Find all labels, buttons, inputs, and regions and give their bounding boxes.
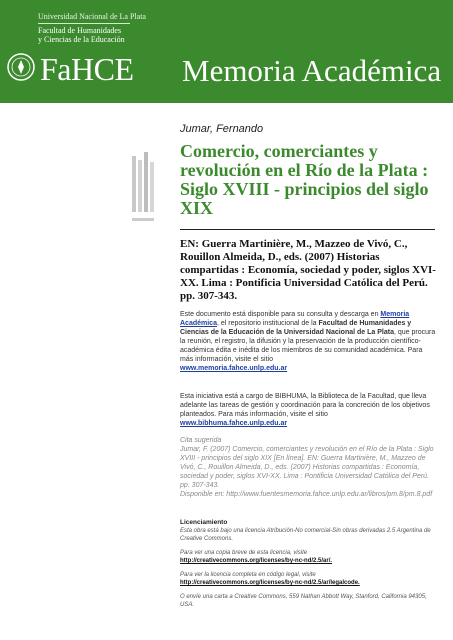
- university-name: Universidad Nacional de La Plata: [38, 12, 146, 21]
- citation-heading: Cita sugerida: [180, 437, 222, 444]
- citation-available: Disponible en: http://www.fuentesmemoria.fahce.unlp.edu.ar/libros/pm.8/pm.8.pdf: [180, 491, 433, 498]
- license-letter: O envíe una carta a Creative Commons, 559 Nathan Abbott Way, Stanford, California 94305, USA.: [180, 594, 427, 608]
- faculty-line-2: y Ciencias de la Educación: [38, 35, 125, 44]
- header-banner: [0, 0, 453, 103]
- fahce-logo-text: FaHCE: [40, 51, 134, 87]
- license-heading: Licenciamiento: [180, 519, 228, 526]
- faculty-bold-text: Facultad de Humanidades y Ciencias de la Educación de la Universidad Nacional de La Plata: [180, 320, 412, 336]
- license-copy: [180, 549, 437, 565]
- license-text: Esta obra está bajo una licencia Atribución-No comercial-Sin obras derivadas 2.5 Argentina de Creative Commons.: [180, 528, 431, 542]
- license-copy-link[interactable]: http://creativecommons.org/licenses/by-nc-nd/2.5/ar/.: [180, 558, 333, 564]
- title-divider: [180, 229, 435, 230]
- faculty-line-1: Facultad de Humanidades: [38, 26, 122, 35]
- info-text-1: Este documento está disponible para su consulta y descarga en: [180, 311, 381, 318]
- bibhuma-text: Esta iniciativa está a cargo de BIBHUMA, la Biblioteca de la Facultad, que lleva adelante las tareas de gestión y coordinación para la concreción de los objetivos planteados. Para más información, visite el sitio: [180, 393, 430, 418]
- license-full-text: Para ver la licencia completa en código legal, visite: [180, 572, 316, 578]
- memoria-url-link[interactable]: www.memoria.fahce.unlp.edu.ar: [180, 365, 288, 372]
- repository-info: [180, 310, 437, 373]
- license-full-link[interactable]: http://creativecommons.org/licenses/by-nc-nd/2.5/ar/legalcode.: [180, 580, 360, 586]
- bibhuma-url-link[interactable]: www.bibhuma.fahce.unlp.edu.ar: [180, 420, 288, 427]
- license-section: [180, 519, 437, 609]
- bibhuma-info: [180, 392, 437, 428]
- info-text-3: , que procura la reunión, el registro, la difusión y la preservación de la producción científico-académica édita e inédita de los miembros de su comunidad académica. Para más información, visite el sitio: [180, 329, 436, 363]
- bibhuma-logo-icon: [131, 152, 157, 232]
- citation-text: Jumar, F. (2007) Comercio, comerciantes y revolución en el Río de la Plata : Siglo XVIII - principios del siglo XIX [En línea]. EN: Guerra Martinière, M., Mazzeo de Vivó, C., Rouillon Almeida, D., eds. (2007) Historias compartidas : Economía, sociedad y poder, siglos XVI-XX. Lima : Pontificia Universidad Católica del Perú. pp. 307-343.: [180, 446, 434, 489]
- document-title: Comercio, comerciantes y revolución en el Río de la Plata : Siglo XVIII - principios del siglo XIX: [180, 141, 429, 218]
- info-text-2: , el repositorio institucional de la: [216, 320, 319, 327]
- license-full: [180, 571, 437, 587]
- edition-reference: EN: Guerra Martinière, M., Mazzeo de Vivó, C., Rouillon Almeida, D., eds. (2007) Historias compartidas : Economía, sociedad y poder, siglos XVI-XX. Lima : Pontificia Universidad Católica del Perú. pp. 307-343.: [180, 238, 436, 302]
- faculty-name: [38, 26, 125, 44]
- repository-title: Memoria Académica: [182, 53, 442, 88]
- author-name: Jumar, Fernando: [180, 123, 264, 135]
- university-seal-icon: [7, 53, 35, 81]
- header-divider: [38, 23, 130, 24]
- suggested-citation: [180, 436, 437, 499]
- memoria-academica-link[interactable]: Memoria Académica: [180, 311, 410, 327]
- license-copy-text: Para ver una copia breve de esta licencia, visite: [180, 550, 308, 556]
